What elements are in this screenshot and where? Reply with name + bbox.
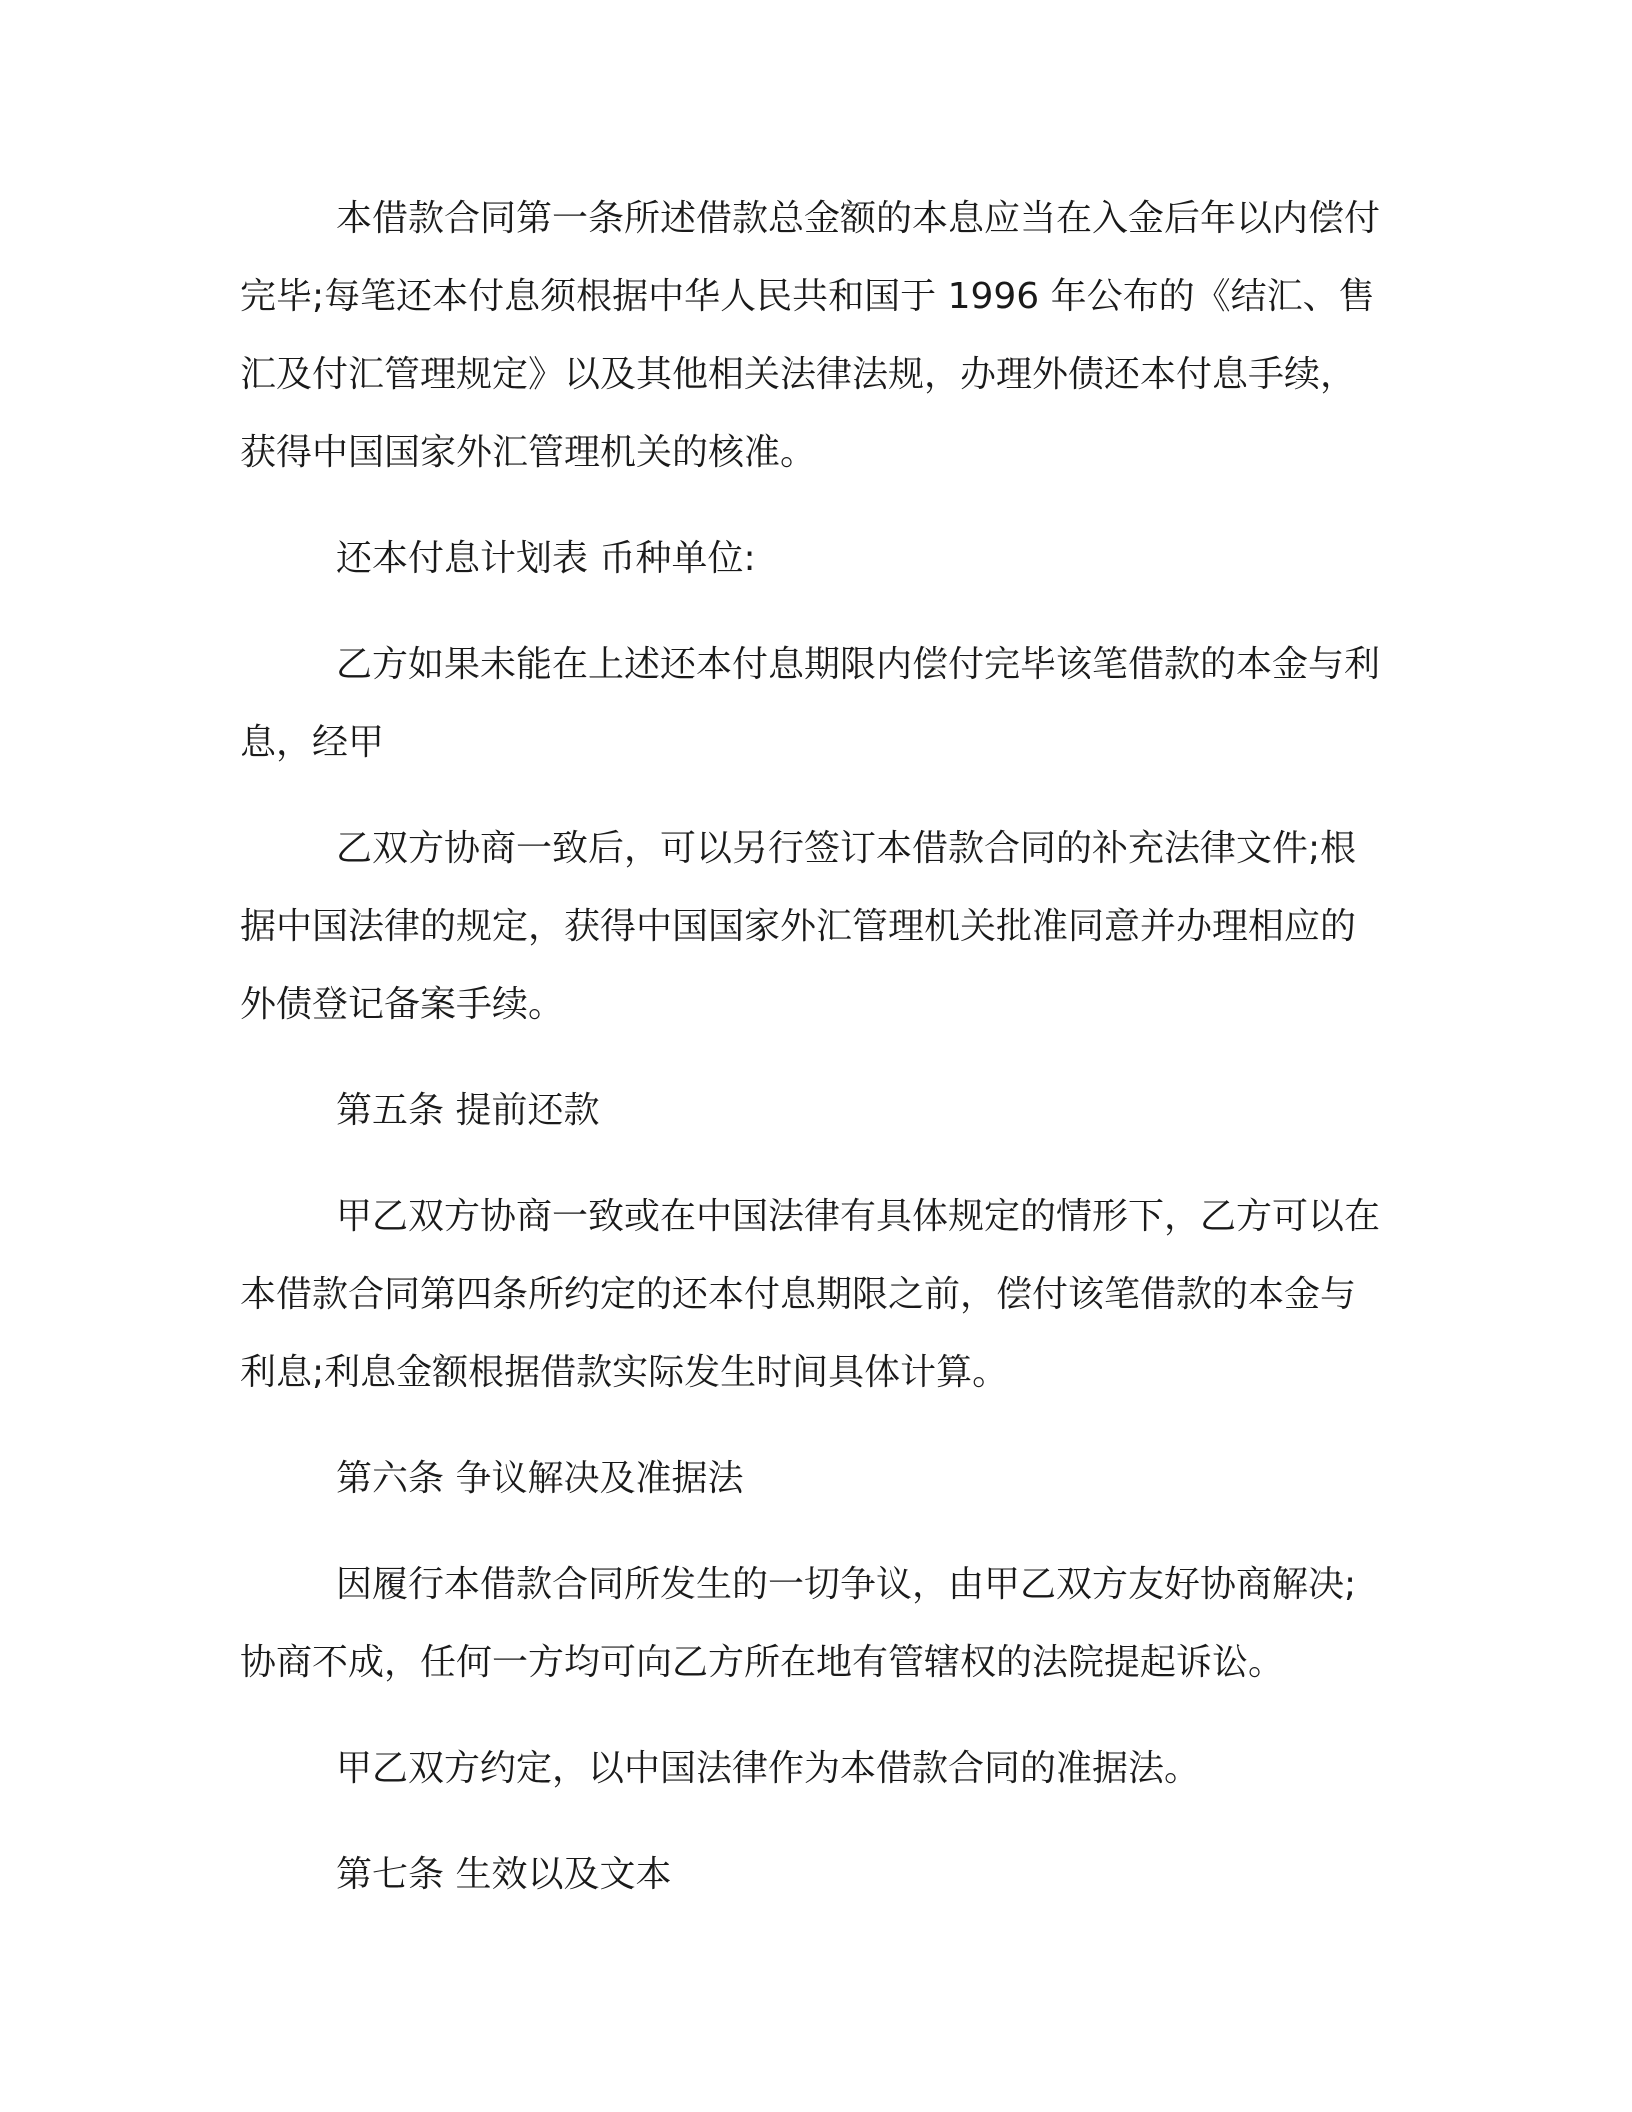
section-heading-effectiveness: 第七条 生效以及文本: [336, 1854, 672, 1895]
paragraph-early-repayment: 甲乙双方协商一致或在中国法律有具体规定的情形下，乙方可以在本借款合同第四条所约定的还本付息期限之前，偿付该笔借款的本金与利息;利息金额根据借款实际发生时间具体计算。: [240, 1196, 1381, 1393]
paragraph-repayment-term: 本借款合同第一条所述借款总金额的本息应当在入金后年以内偿付完毕;每笔还本付息须根据中华人民共和国于 1996 年公布的《结汇、售汇及付汇管理规定》以及其他相关法律法规，办理外债还本付息手续，获得中国国家外汇管理机关的核准。: [240, 198, 1381, 473]
section-heading-early-repayment: 第五条 提前还款: [336, 1090, 600, 1131]
paragraph-supplementary-agreement: 乙双方协商一致后，可以另行签订本借款合同的补充法律文件;根据中国法律的规定，获得中国国家外汇管理机关批准同意并办理相应的外债登记备案手续。: [240, 828, 1357, 1025]
paragraph-governing-law: 甲乙双方约定，以中国法律作为本借款合同的准据法。: [336, 1748, 1201, 1789]
paragraph-overdue-repayment: 乙方如果未能在上述还本付息期限内偿付完毕该笔借款的本金与利息，经甲: [240, 644, 1381, 763]
document-body: [240, 180, 1390, 1942]
section-heading-dispute-resolution: 第六条 争议解决及准据法: [336, 1458, 744, 1499]
paragraph-dispute-resolution: 因履行本借款合同所发生的一切争议，由甲乙双方友好协商解决;协商不成，任何一方均可向乙方所在地有管辖权的法院提起诉讼。: [240, 1564, 1357, 1683]
paragraph-repayment-schedule-label: 还本付息计划表 币种单位:: [336, 538, 756, 579]
